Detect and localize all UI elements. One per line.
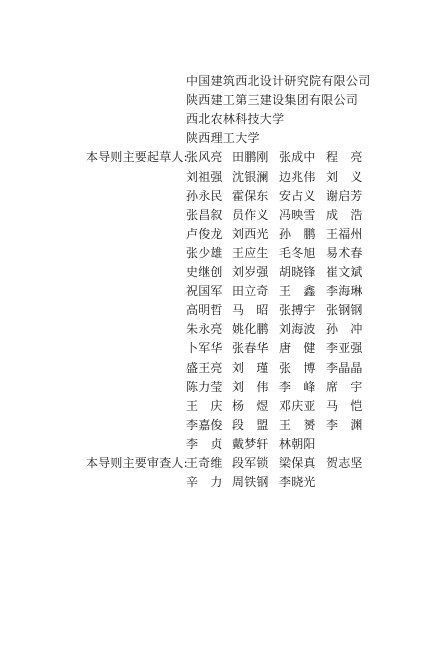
person-name: 戴梦轩 [232, 436, 269, 451]
person-name: 周铁钢 [232, 475, 269, 490]
person-name: 张 博 [279, 360, 316, 375]
drafters-row [186, 436, 426, 452]
person-name: 王应生 [232, 245, 269, 260]
person-name: 刘岁强 [232, 265, 269, 279]
person-name: 谢启芳 [326, 188, 363, 203]
person-name: 沈银澜 [232, 169, 269, 184]
person-name: 刘 伟 [232, 379, 269, 394]
person-name: 张春华 [232, 341, 269, 356]
organization-name: 陕西理工大学 [186, 131, 260, 146]
person-name: 林朝阳 [279, 436, 316, 451]
person-name: 唐 健 [279, 341, 316, 356]
person-name: 田鹏刚 [232, 150, 269, 165]
drafters-row [186, 188, 426, 204]
drafters-row [186, 283, 426, 299]
drafters-row [186, 321, 426, 337]
person-name: 员作义 [232, 207, 269, 222]
drafters-row [186, 264, 426, 280]
person-name: 马 昭 [232, 303, 269, 318]
drafters-row [186, 360, 426, 376]
person-name: 段军锁 [232, 456, 269, 470]
person-name: 霍保东 [232, 188, 269, 203]
person-name: 卜军华 [186, 341, 223, 356]
person-name: 李亚强 [326, 341, 363, 356]
person-name: 易术春 [326, 245, 363, 260]
person-name: 李晶晶 [326, 360, 363, 375]
person-name: 李 贞 [186, 436, 223, 451]
person-name: 孙永民 [186, 188, 223, 203]
person-name: 陈力莹 [186, 379, 223, 394]
person-name: 高明哲 [186, 303, 223, 318]
person-name: 盛王亮 [186, 360, 223, 375]
person-name: 李 峰 [279, 379, 316, 394]
person-name: 李海琳 [326, 284, 363, 299]
person-name: 刘祖强 [186, 169, 223, 184]
person-name: 田立奇 [232, 284, 269, 299]
person-name: 张昌叙 [186, 207, 223, 222]
drafters-row [186, 169, 426, 185]
person-name: 王福州 [326, 226, 363, 241]
person-name: 边兆伟 [279, 169, 316, 184]
person-name: 成 浩 [326, 207, 363, 222]
person-name: 段 盟 [232, 417, 269, 432]
reviewers-row [186, 455, 426, 471]
person-name: 梁保真 [279, 456, 316, 470]
organization-name: 西北农林科技大学 [186, 112, 285, 127]
drafters-row [186, 245, 426, 261]
drafters-row [186, 379, 426, 395]
person-name: 史继创 [186, 265, 223, 279]
person-name: 张少雄 [186, 245, 223, 260]
person-name: 刘西光 [232, 226, 269, 241]
person-name: 冯映雪 [279, 207, 316, 222]
person-name: 崔文斌 [326, 265, 363, 279]
person-name: 安占义 [279, 188, 316, 203]
person-name: 辛 力 [186, 475, 223, 490]
drafters-row [186, 207, 426, 223]
drafters-row [186, 226, 426, 242]
reviewers-row [186, 474, 426, 490]
drafters-row [186, 302, 426, 318]
person-name: 朱永亮 [186, 322, 223, 337]
person-name: 刘海波 [279, 322, 316, 337]
person-name: 程 亮 [326, 150, 363, 165]
person-name: 祝国军 [186, 284, 223, 299]
person-name: 毛冬旭 [279, 245, 316, 260]
drafters-row [186, 149, 426, 165]
person-name: 马 恺 [326, 398, 363, 413]
drafters-row [186, 417, 426, 433]
person-name: 李嘉俊 [186, 417, 223, 432]
organization-name: 陕西建工第三建设集团有限公司 [186, 93, 359, 108]
person-name: 王 鑫 [279, 284, 316, 299]
person-name: 胡晓锋 [279, 265, 316, 279]
person-name: 张风亮 [186, 150, 223, 165]
drafters-label: 本导则主要起草人: [86, 150, 188, 165]
person-name: 王奇维 [186, 456, 223, 470]
person-name: 王 庆 [186, 398, 223, 413]
reviewers-label: 本导则主要审查人: [86, 456, 188, 470]
organization-name: 中国建筑西北设计研究院有限公司 [186, 74, 371, 88]
person-name: 孙 冲 [326, 322, 363, 337]
person-name: 邓庆亚 [279, 398, 316, 413]
person-name: 刘 瑾 [232, 360, 269, 375]
person-name: 张搏宇 [279, 303, 316, 318]
person-name: 贺志坚 [326, 456, 363, 470]
person-name: 杨 煜 [232, 398, 269, 413]
person-name: 张成中 [279, 150, 316, 165]
person-name: 卢俊龙 [186, 226, 223, 241]
person-name: 李 渊 [326, 417, 363, 432]
person-name: 李晓光 [279, 475, 316, 490]
person-name: 孙 鹏 [279, 226, 316, 241]
person-name: 张钢钢 [326, 303, 363, 318]
drafters-row [186, 340, 426, 356]
person-name: 姚化鹏 [232, 322, 269, 337]
person-name: 席 宇 [326, 379, 363, 394]
person-name: 刘 义 [326, 169, 363, 184]
drafters-row [186, 398, 426, 414]
person-name: 王 赟 [279, 417, 316, 432]
